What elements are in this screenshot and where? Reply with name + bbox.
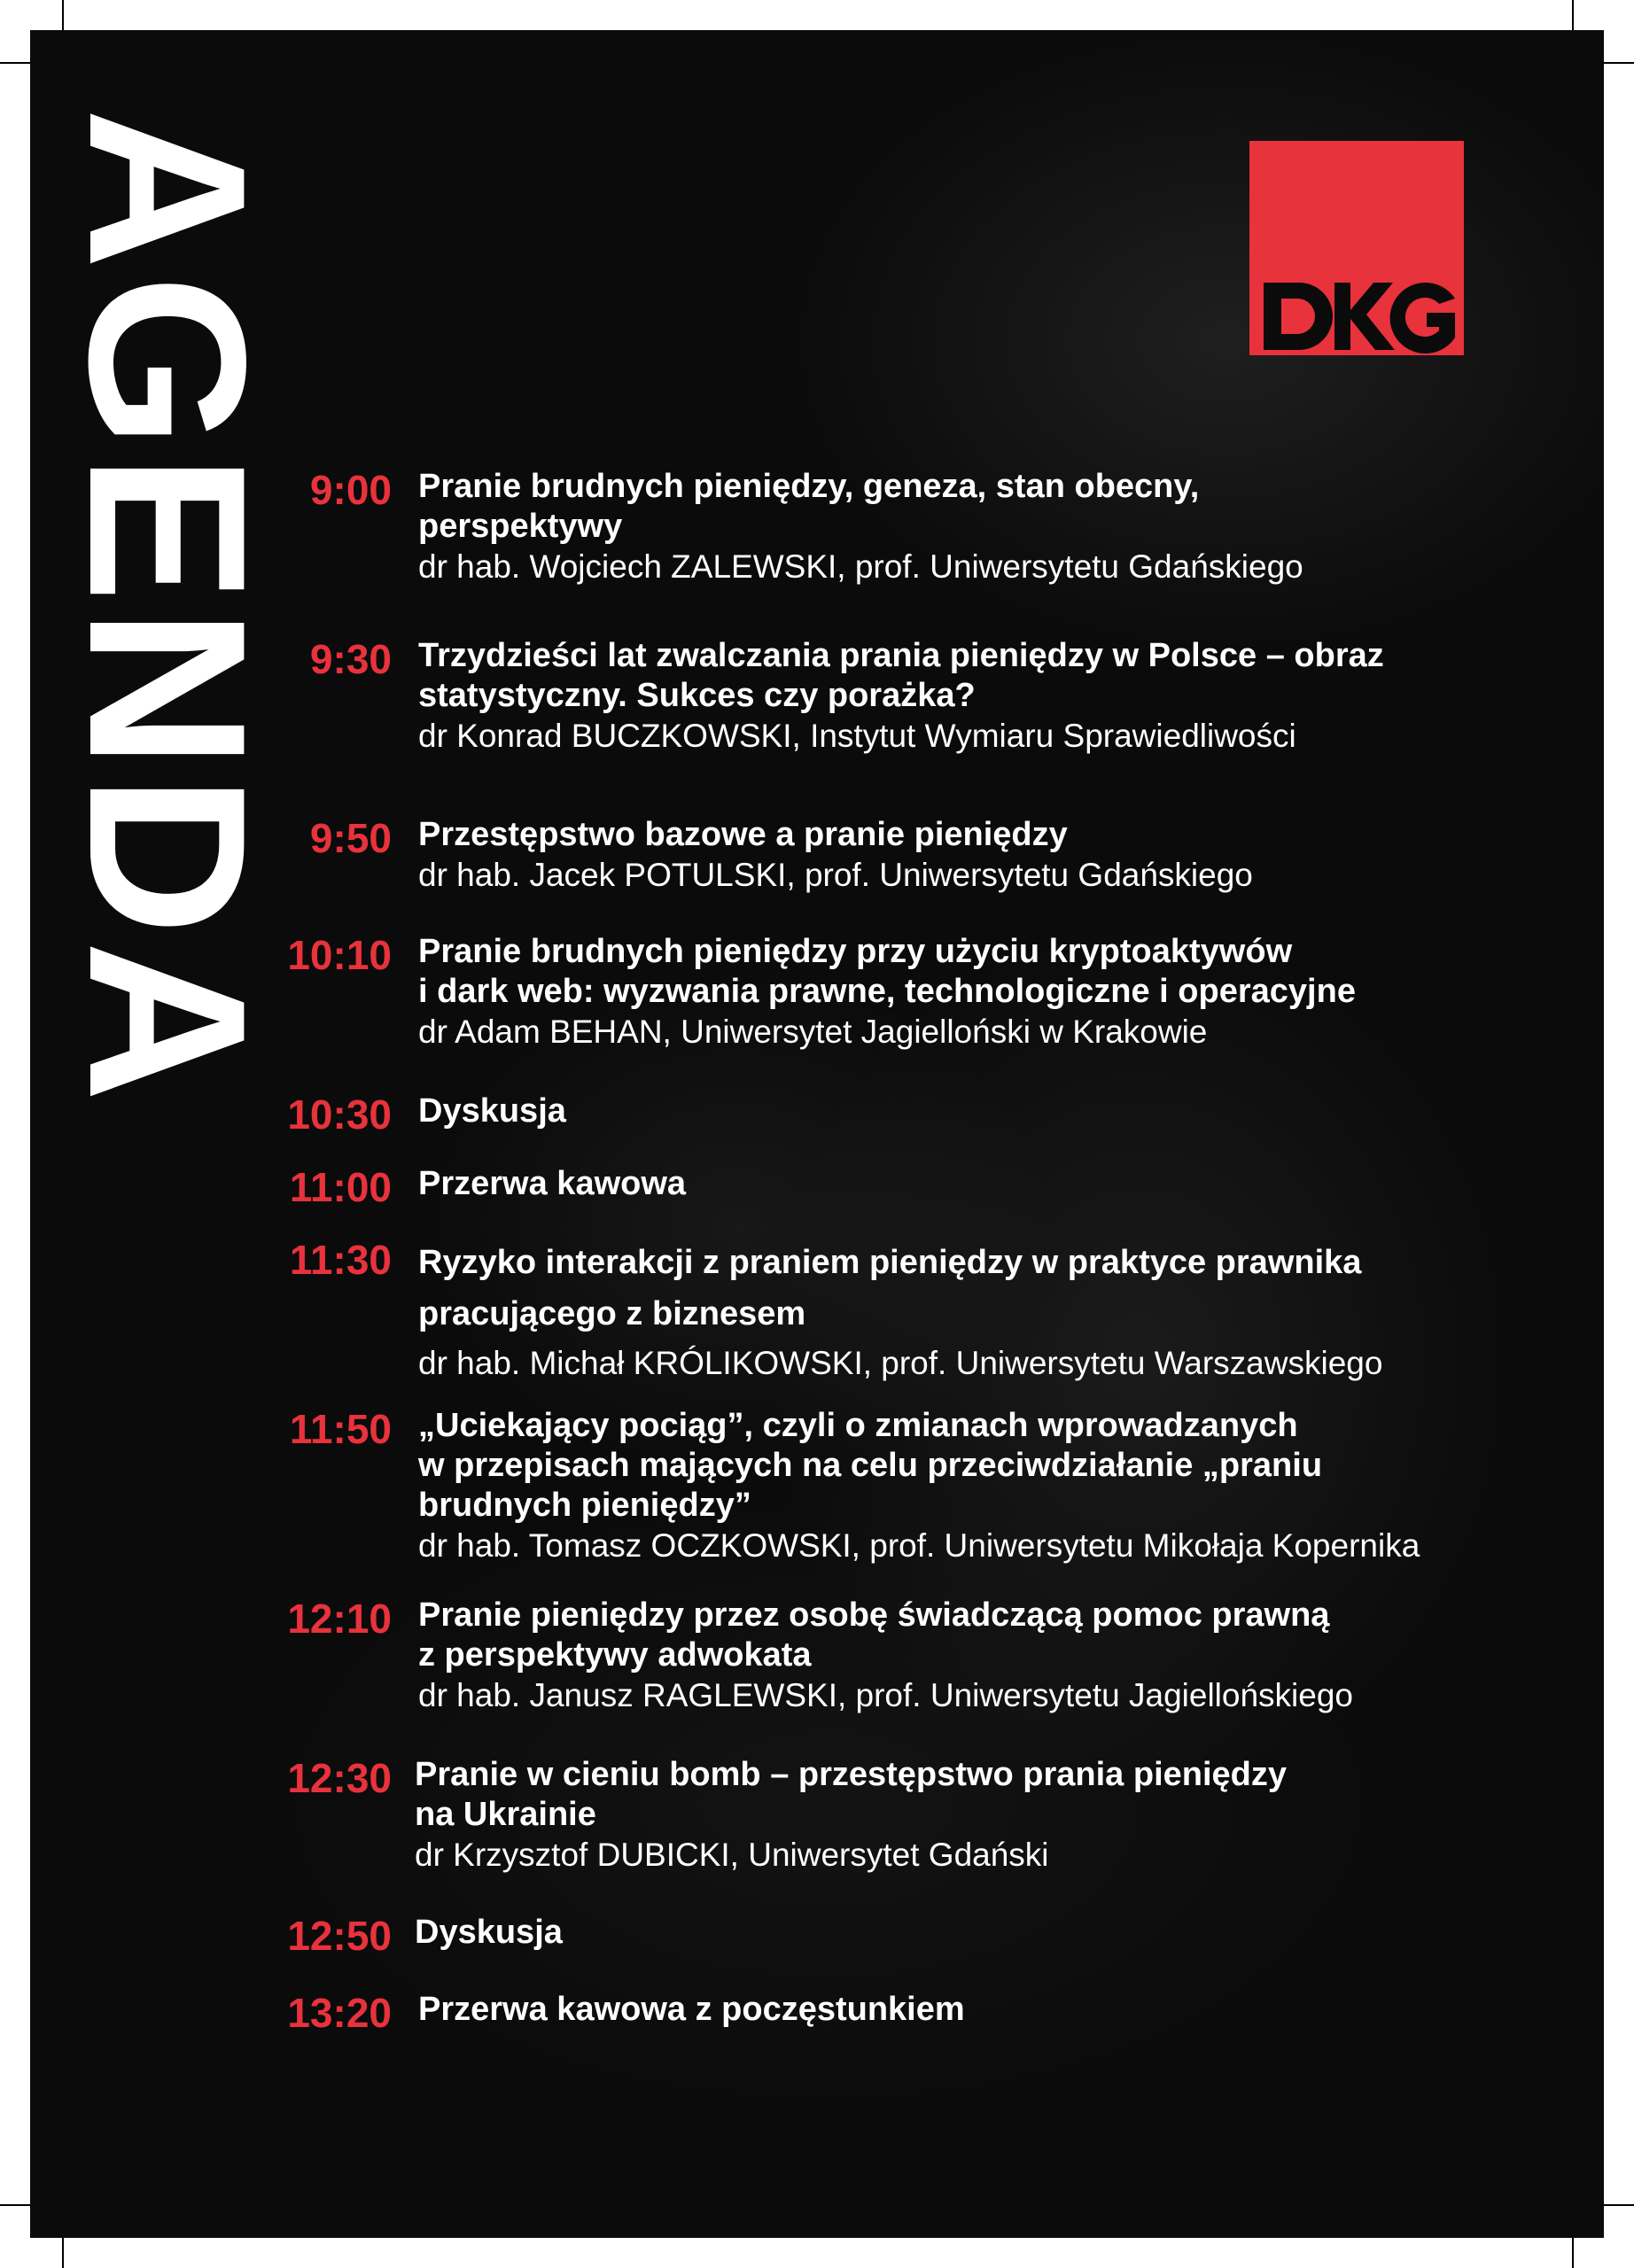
item-time: 9:30 — [309, 636, 392, 682]
item-title: Dyskusja — [415, 1914, 563, 1951]
item-time: 10:30 — [287, 1091, 392, 1138]
item-time: 12:10 — [287, 1596, 392, 1642]
item-title: Pranie brudnych pieniędzy przy użyciu kryptoaktywów i dark web: wyzwania prawne, technologiczne i operacyjne — [418, 933, 1356, 1010]
item-time: 11:00 — [289, 1164, 392, 1210]
item-speaker: dr hab. Michał KRÓLIKOWSKI, prof. Uniwersytetu Warszawskiego — [418, 1345, 1383, 1381]
crop-mark — [1604, 62, 1634, 64]
item-time: 10:10 — [287, 932, 392, 978]
dkg-logo-icon — [1249, 141, 1464, 355]
item-speaker: dr Adam BEHAN, Uniwersytet Jagielloński w Krakowie — [418, 1014, 1208, 1050]
item-title: Ryzyko interakcji z praniem pieniędzy w praktyce prawnika pracującego z biznesem — [418, 1244, 1362, 1332]
item-title: Trzydzieści lat zwalczania prania pieniędzy w Polsce – obraz statystyczny. Sukces czy porażka? — [418, 637, 1384, 714]
item-title: „Uciekający pociąg”, czyli o zmianach wprowadzanych w przepisach mających na celu przeciwdziałanie „praniu brudnych pieniędzy” — [418, 1407, 1323, 1524]
item-title: Dyskusja — [418, 1092, 566, 1130]
crop-mark — [0, 62, 30, 64]
crop-mark — [1604, 2204, 1634, 2206]
item-title: Pranie pieniędzy przez osobę świadczącą pomoc prawną z perspektywy adwokata — [418, 1596, 1330, 1674]
item-speaker: dr hab. Wojciech ZALEWSKI, prof. Uniwersytetu Gdańskiego — [418, 548, 1303, 585]
item-time: 9:00 — [309, 467, 392, 513]
item-speaker: dr hab. Janusz RAGLEWSKI, prof. Uniwersytetu Jagiellońskiego — [418, 1677, 1353, 1713]
crop-mark — [62, 2238, 64, 2268]
item-speaker: dr hab. Tomasz OCZKOWSKI, prof. Uniwersytetu Mikołaja Kopernika — [418, 1527, 1420, 1564]
item-time: 9:50 — [309, 815, 392, 861]
item-title: Przerwa kawowa — [418, 1165, 687, 1202]
crop-mark — [62, 0, 64, 30]
item-title: Przerwa kawowa z poczęstunkiem — [418, 1991, 965, 2028]
item-title: Pranie brudnych pieniędzy, geneza, stan obecny, perspektywy — [418, 468, 1200, 545]
item-time: 12:50 — [287, 1913, 392, 1959]
crop-mark — [1572, 2238, 1574, 2268]
dkg-logo — [1249, 141, 1464, 355]
crop-mark — [1572, 0, 1574, 30]
item-title: Pranie w cieniu bomb – przestępstwo prania pieniędzy na Ukrainie — [415, 1756, 1288, 1833]
agenda-title: AGENDA — [43, 108, 292, 1108]
item-time: 11:30 — [289, 1237, 392, 1283]
item-time: 12:30 — [287, 1755, 392, 1801]
item-speaker: dr hab. Jacek POTULSKI, prof. Uniwersytetu Gdańskiego — [418, 857, 1253, 893]
agenda-poster — [30, 30, 1604, 2238]
crop-mark — [0, 2204, 30, 2206]
item-time: 11:50 — [289, 1406, 392, 1452]
item-time: 13:20 — [287, 1990, 392, 2036]
item-title: Przestępstwo bazowe a pranie pieniędzy — [418, 816, 1068, 853]
item-speaker: dr Krzysztof DUBICKI, Uniwersytet Gdański — [415, 1837, 1049, 1873]
item-speaker: dr Konrad BUCZKOWSKI, Instytut Wymiaru Sprawiedliwości — [418, 718, 1296, 754]
